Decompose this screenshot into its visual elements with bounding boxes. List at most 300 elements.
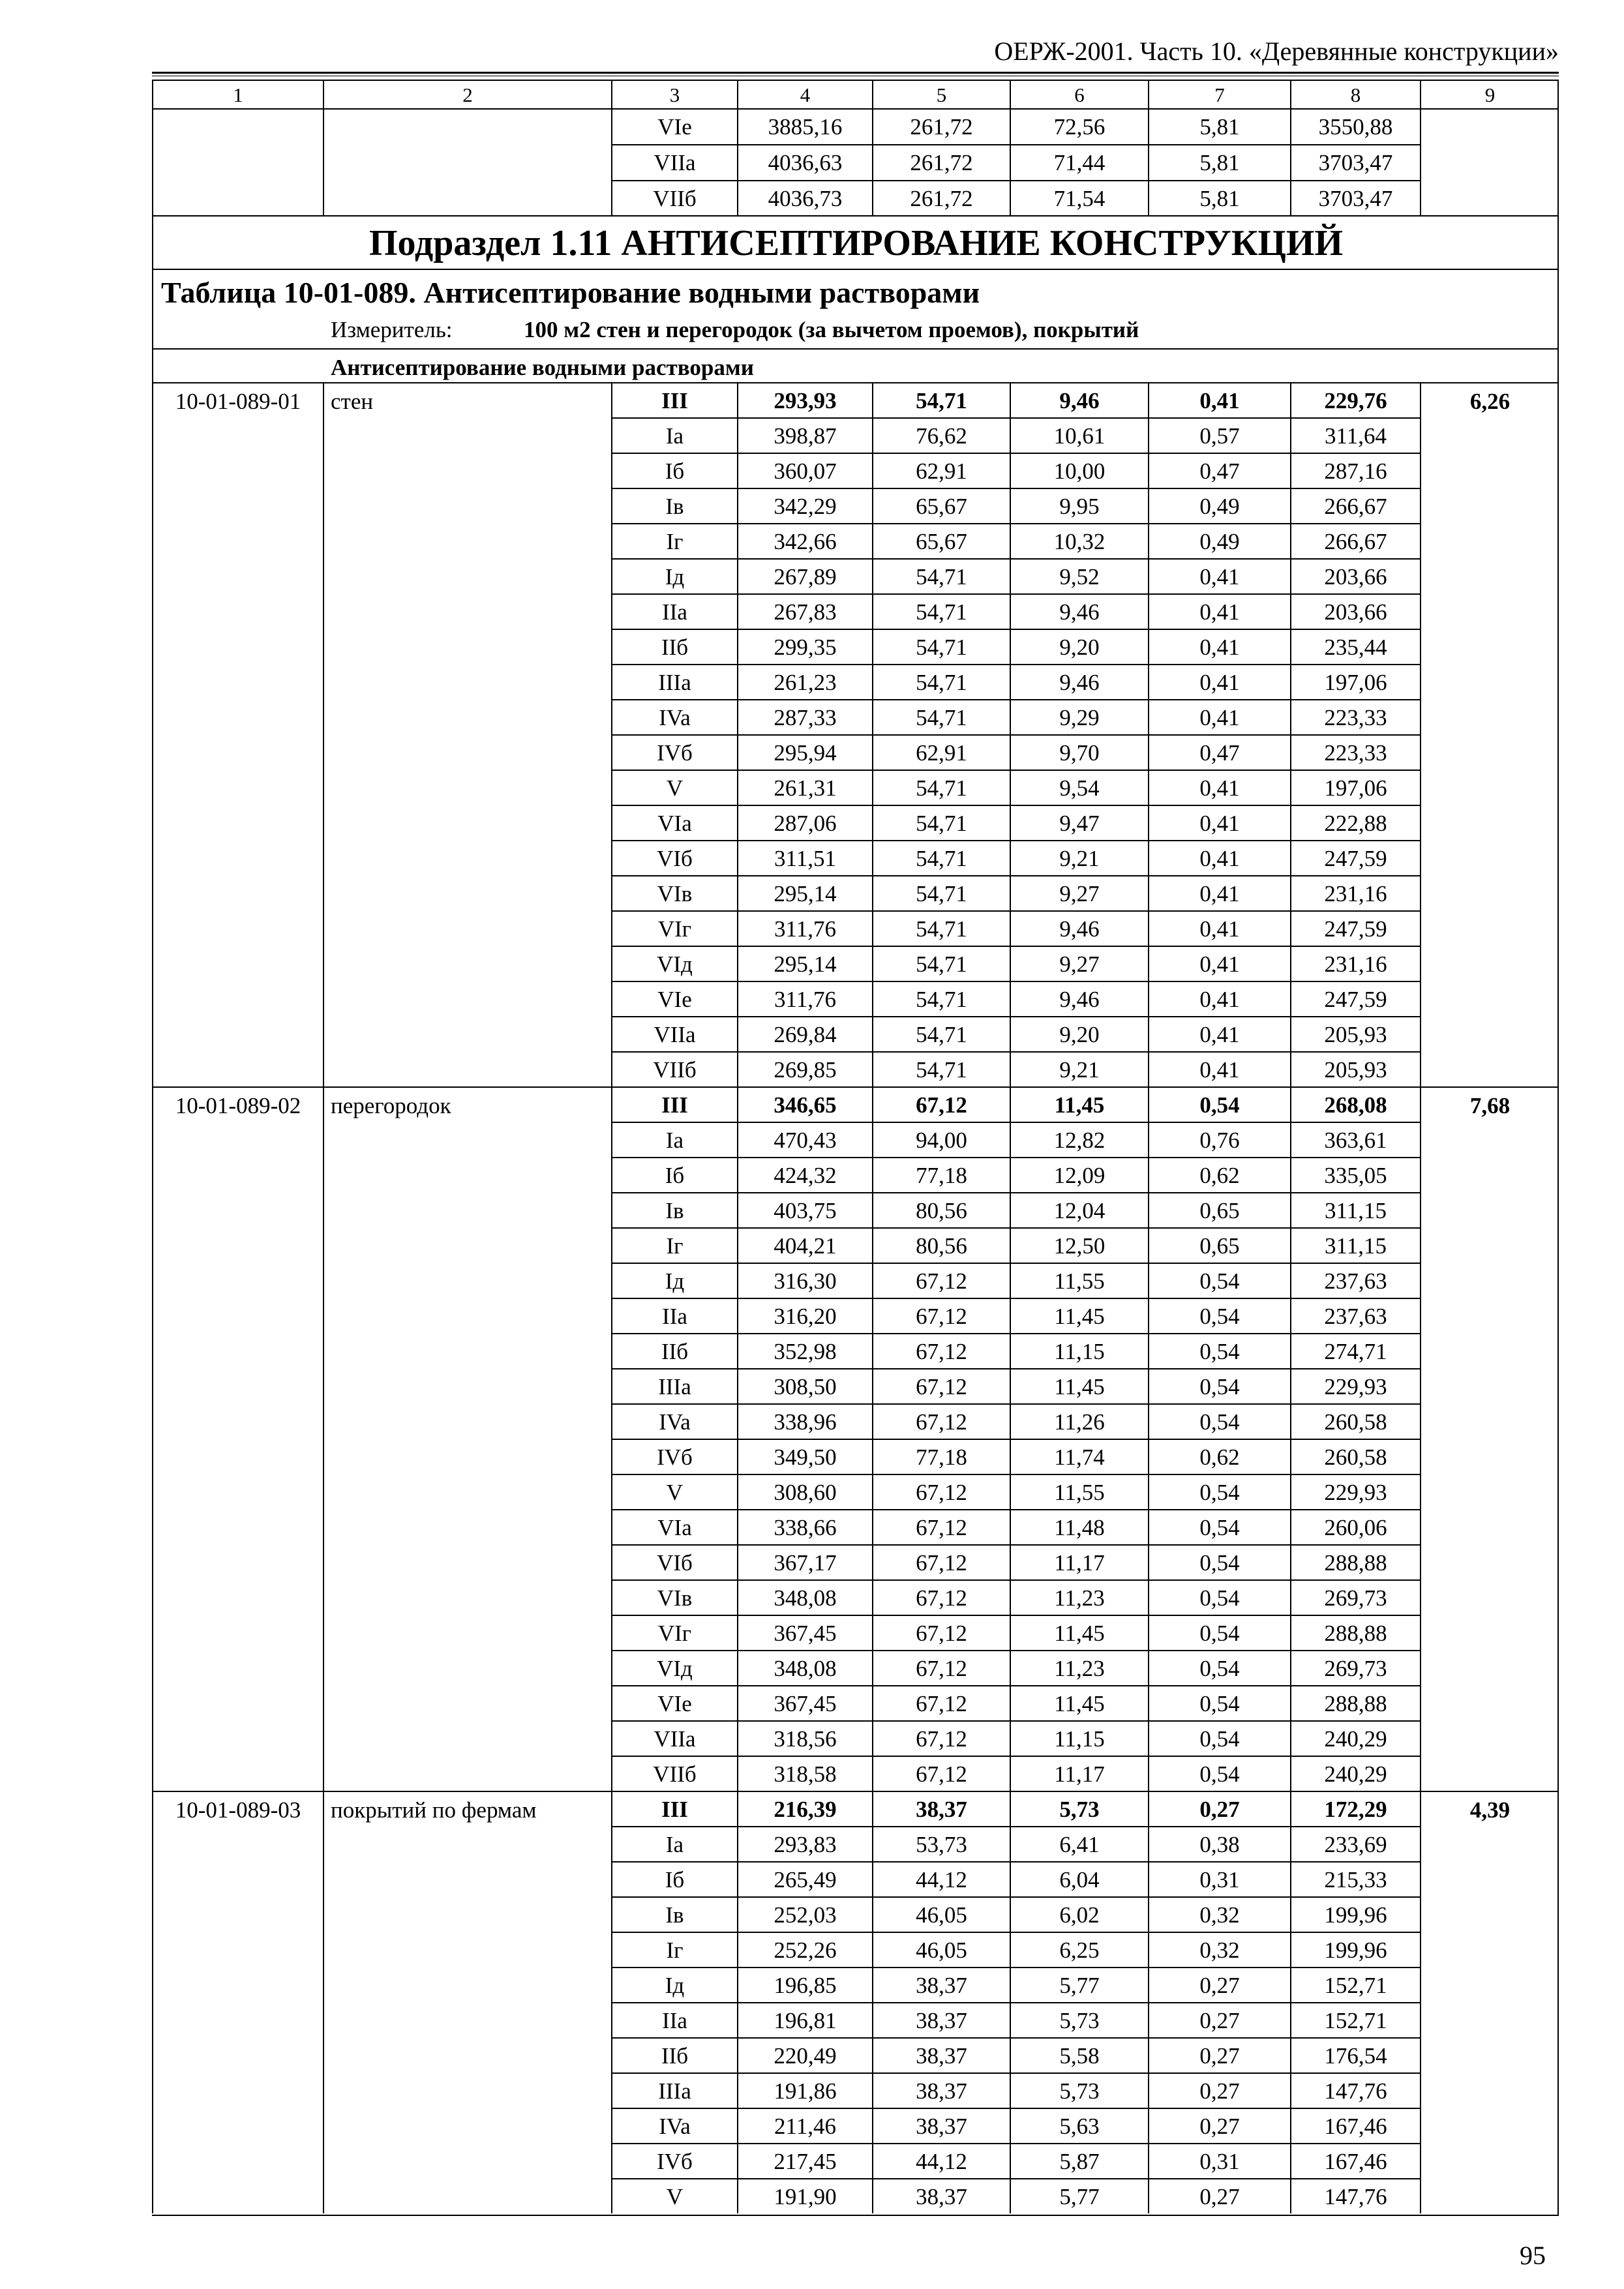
cell-materials: 203,66: [1290, 593, 1420, 629]
cell-materials: 229,93: [1290, 1368, 1420, 1403]
cell-wages: 65,67: [872, 488, 1010, 523]
cell-driver-wages: 0,41: [1148, 910, 1290, 946]
cell-machine-cost: 5,77: [1010, 2178, 1148, 2213]
cell-driver-wages: 0,41: [1148, 840, 1290, 875]
cell-wages: 67,12: [872, 1403, 1010, 1439]
cell-materials: 197,06: [1290, 770, 1420, 805]
cell-driver-wages: 0,41: [1148, 981, 1290, 1016]
cell-machine-cost: 10,61: [1010, 417, 1148, 453]
cell-machine-cost: 9,27: [1010, 875, 1148, 910]
cell-direct-cost: 293,83: [737, 1826, 872, 1861]
cell-region: IVa: [611, 2108, 737, 2143]
cell-materials: 266,67: [1290, 523, 1420, 558]
cell-region: Ia: [611, 417, 737, 453]
cell-machine-cost: 5,73: [1010, 2072, 1148, 2108]
carry-cell-driver-wages: 5,81: [1148, 144, 1290, 180]
cell-region: Iг: [611, 523, 737, 558]
cell-direct-cost: 191,90: [737, 2178, 872, 2213]
cell-driver-wages: 0,62: [1148, 1157, 1290, 1192]
carry-cell-machine-cost: 71,44: [1010, 144, 1148, 180]
cell-machine-cost: 11,55: [1010, 1263, 1148, 1298]
cell-driver-wages: 0,41: [1148, 382, 1290, 417]
position-name: стен: [323, 382, 611, 1086]
cell-direct-cost: 196,81: [737, 2002, 872, 2037]
cell-materials: 260,58: [1290, 1439, 1420, 1474]
cell-direct-cost: 318,56: [737, 1720, 872, 1756]
position-labor: 7,68: [1420, 1086, 1559, 1791]
cell-driver-wages: 0,49: [1148, 488, 1290, 523]
group-title: Антисептирование водными растворами: [331, 355, 754, 380]
cell-machine-cost: 11,45: [1010, 1368, 1148, 1403]
cell-machine-cost: 12,50: [1010, 1227, 1148, 1263]
cell-region: VIг: [611, 910, 737, 946]
cell-materials: 233,69: [1290, 1826, 1420, 1861]
cell-wages: 76,62: [872, 417, 1010, 453]
cell-wages: 54,71: [872, 1051, 1010, 1086]
cell-direct-cost: 211,46: [737, 2108, 872, 2143]
cell-machine-cost: 9,20: [1010, 629, 1148, 664]
cell-direct-cost: 470,43: [737, 1122, 872, 1157]
cell-materials: 205,93: [1290, 1051, 1420, 1086]
cell-machine-cost: 11,15: [1010, 1720, 1148, 1756]
cell-wages: 46,05: [872, 1932, 1010, 1967]
cell-region: VIд: [611, 1650, 737, 1685]
cell-materials: 231,16: [1290, 875, 1420, 910]
cell-materials: 237,63: [1290, 1298, 1420, 1333]
cell-driver-wages: 0,41: [1148, 875, 1290, 910]
cell-region: Iб: [611, 1157, 737, 1192]
cell-machine-cost: 9,52: [1010, 558, 1148, 593]
cell-materials: 269,73: [1290, 1650, 1420, 1685]
cell-wages: 54,71: [872, 770, 1010, 805]
cell-machine-cost: 12,82: [1010, 1122, 1148, 1157]
cell-machine-cost: 11,45: [1010, 1298, 1148, 1333]
cell-direct-cost: 295,14: [737, 946, 872, 981]
position-name: перегородок: [323, 1086, 611, 1791]
cell-direct-cost: 295,14: [737, 875, 872, 910]
cell-machine-cost: 11,15: [1010, 1333, 1148, 1368]
cell-direct-cost: 316,20: [737, 1298, 872, 1333]
cell-direct-cost: 367,45: [737, 1615, 872, 1650]
cell-machine-cost: 9,47: [1010, 805, 1148, 840]
cell-wages: 54,71: [872, 840, 1010, 875]
position-name: покрытий по фермам: [323, 1791, 611, 2213]
position-labor: 4,39: [1420, 1791, 1559, 2213]
cell-direct-cost: 404,21: [737, 1227, 872, 1263]
cell-wages: 67,12: [872, 1086, 1010, 1122]
cell-materials: 311,15: [1290, 1227, 1420, 1263]
cell-driver-wages: 0,41: [1148, 558, 1290, 593]
cell-wages: 80,56: [872, 1192, 1010, 1227]
cell-machine-cost: 5,58: [1010, 2037, 1148, 2072]
cell-region: Ia: [611, 1122, 737, 1157]
cell-materials: 247,59: [1290, 981, 1420, 1016]
cell-driver-wages: 0,54: [1148, 1086, 1290, 1122]
cell-machine-cost: 6,04: [1010, 1861, 1148, 1896]
cell-direct-cost: 349,50: [737, 1439, 872, 1474]
cell-machine-cost: 5,73: [1010, 2002, 1148, 2037]
cell-wages: 54,71: [872, 946, 1010, 981]
cell-region: Iв: [611, 1896, 737, 1932]
column-number-8: 8: [1290, 80, 1420, 108]
cell-driver-wages: 0,54: [1148, 1333, 1290, 1368]
column-number-1: 1: [152, 80, 323, 108]
cell-driver-wages: 0,54: [1148, 1509, 1290, 1544]
cell-driver-wages: 0,54: [1148, 1474, 1290, 1509]
cell-region: IVa: [611, 699, 737, 734]
cell-wages: 46,05: [872, 1896, 1010, 1932]
cell-materials: 231,16: [1290, 946, 1420, 981]
cell-materials: 311,15: [1290, 1192, 1420, 1227]
carry-code-cell: [152, 108, 323, 216]
cell-materials: 260,06: [1290, 1509, 1420, 1544]
cell-wages: 54,71: [872, 805, 1010, 840]
cell-region: IIa: [611, 1298, 737, 1333]
cell-region: IVб: [611, 734, 737, 770]
cell-materials: 147,76: [1290, 2178, 1420, 2213]
cell-machine-cost: 11,48: [1010, 1509, 1148, 1544]
cell-direct-cost: 252,26: [737, 1932, 872, 1967]
cell-wages: 44,12: [872, 1861, 1010, 1896]
column-number-3: 3: [611, 80, 737, 108]
table-title: Таблица 10-01-089. Антисептирование водными растворами: [161, 276, 980, 309]
cell-region: IIa: [611, 2002, 737, 2037]
cell-wages: 67,12: [872, 1474, 1010, 1509]
cell-direct-cost: 299,35: [737, 629, 872, 664]
cell-materials: 223,33: [1290, 734, 1420, 770]
cell-wages: 67,12: [872, 1333, 1010, 1368]
cell-region: IIIa: [611, 664, 737, 699]
cell-direct-cost: 287,33: [737, 699, 872, 734]
cell-driver-wages: 0,41: [1148, 805, 1290, 840]
cell-direct-cost: 352,98: [737, 1333, 872, 1368]
cell-machine-cost: 11,23: [1010, 1650, 1148, 1685]
subsection-title: Подраздел 1.11 АНТИСЕПТИРОВАНИЕ КОНСТРУКЦИЙ: [152, 215, 1559, 270]
cell-materials: 287,16: [1290, 453, 1420, 488]
cell-materials: 269,73: [1290, 1579, 1420, 1615]
carry-cell-region: VIe: [611, 108, 737, 144]
carry-cell-region: VIIб: [611, 180, 737, 216]
cell-region: VIIa: [611, 1720, 737, 1756]
cell-wages: 54,71: [872, 558, 1010, 593]
cell-direct-cost: 269,84: [737, 1016, 872, 1051]
cell-direct-cost: 308,60: [737, 1474, 872, 1509]
cell-driver-wages: 0,31: [1148, 1861, 1290, 1896]
cell-materials: 240,29: [1290, 1756, 1420, 1791]
cell-direct-cost: 398,87: [737, 417, 872, 453]
cell-driver-wages: 0,41: [1148, 770, 1290, 805]
carry-cell-direct-cost: 4036,73: [737, 180, 872, 216]
cell-region: VIд: [611, 946, 737, 981]
cell-direct-cost: 261,23: [737, 664, 872, 699]
cell-direct-cost: 342,29: [737, 488, 872, 523]
cell-materials: 199,96: [1290, 1896, 1420, 1932]
cell-materials: 229,76: [1290, 382, 1420, 417]
cell-wages: 53,73: [872, 1826, 1010, 1861]
cell-materials: 260,58: [1290, 1403, 1420, 1439]
cell-driver-wages: 0,27: [1148, 1967, 1290, 2002]
cell-materials: 247,59: [1290, 910, 1420, 946]
cell-driver-wages: 0,27: [1148, 2178, 1290, 2213]
cell-region: V: [611, 1474, 737, 1509]
cell-machine-cost: 12,09: [1010, 1157, 1148, 1192]
cell-driver-wages: 0,76: [1148, 1122, 1290, 1157]
cell-region: VIв: [611, 875, 737, 910]
position-code: 10-01-089-02: [152, 1086, 323, 1791]
cell-driver-wages: 0,41: [1148, 593, 1290, 629]
cell-machine-cost: 11,26: [1010, 1403, 1148, 1439]
cell-wages: 38,37: [872, 2002, 1010, 2037]
cell-driver-wages: 0,54: [1148, 1685, 1290, 1720]
position-labor: 6,26: [1420, 382, 1559, 1086]
cell-wages: 67,12: [872, 1650, 1010, 1685]
cell-machine-cost: 5,63: [1010, 2108, 1148, 2143]
page-number: 95: [1520, 2241, 1546, 2270]
cell-wages: 38,37: [872, 2037, 1010, 2072]
cell-region: VIIa: [611, 1016, 737, 1051]
cell-driver-wages: 0,54: [1148, 1720, 1290, 1756]
cell-driver-wages: 0,27: [1148, 2108, 1290, 2143]
cell-direct-cost: 348,08: [737, 1650, 872, 1685]
cell-driver-wages: 0,54: [1148, 1263, 1290, 1298]
cell-machine-cost: 11,74: [1010, 1439, 1148, 1474]
cell-machine-cost: 9,46: [1010, 664, 1148, 699]
cell-region: Iг: [611, 1932, 737, 1967]
carry-cell-direct-cost: 3885,16: [737, 108, 872, 144]
cell-machine-cost: 9,46: [1010, 981, 1148, 1016]
carry-labor-cell: [1420, 108, 1559, 216]
cell-machine-cost: 11,17: [1010, 1544, 1148, 1579]
cell-region: VIб: [611, 840, 737, 875]
table-heading: [152, 269, 1559, 350]
cell-direct-cost: 311,51: [737, 840, 872, 875]
column-number-7: 7: [1148, 80, 1290, 108]
cell-driver-wages: 0,62: [1148, 1439, 1290, 1474]
cell-materials: 288,88: [1290, 1685, 1420, 1720]
cell-driver-wages: 0,54: [1148, 1615, 1290, 1650]
cell-machine-cost: 11,45: [1010, 1615, 1148, 1650]
cell-direct-cost: 424,32: [737, 1157, 872, 1192]
cell-wages: 62,91: [872, 453, 1010, 488]
cell-direct-cost: 216,39: [737, 1791, 872, 1826]
cell-wages: 67,12: [872, 1544, 1010, 1579]
cell-materials: 147,76: [1290, 2072, 1420, 2108]
cell-region: VIIб: [611, 1051, 737, 1086]
cell-machine-cost: 5,87: [1010, 2143, 1148, 2178]
carry-cell-machine-cost: 71,54: [1010, 180, 1148, 216]
column-number-6: 6: [1010, 80, 1148, 108]
cell-materials: 167,46: [1290, 2143, 1420, 2178]
carry-cell-machine-cost: 72,56: [1010, 108, 1148, 144]
cell-wages: 54,71: [872, 629, 1010, 664]
unit-value: 100 м2 стен и перегородок (за вычетом проемов), покрытий: [524, 317, 1139, 342]
cell-wages: 67,12: [872, 1298, 1010, 1333]
cell-direct-cost: 367,17: [737, 1544, 872, 1579]
cell-wages: 54,71: [872, 910, 1010, 946]
cell-materials: 215,33: [1290, 1861, 1420, 1896]
cell-materials: 172,29: [1290, 1791, 1420, 1826]
cell-region: VIa: [611, 1509, 737, 1544]
cell-wages: 38,37: [872, 2178, 1010, 2213]
cell-materials: 363,61: [1290, 1122, 1420, 1157]
cell-wages: 54,71: [872, 1016, 1010, 1051]
position-code: 10-01-089-01: [152, 382, 323, 1086]
cell-region: Iб: [611, 1861, 737, 1896]
cell-materials: 223,33: [1290, 699, 1420, 734]
cell-wages: 38,37: [872, 1791, 1010, 1826]
table-right-border: [1557, 80, 1559, 2216]
cell-materials: 152,71: [1290, 1967, 1420, 2002]
cell-driver-wages: 0,27: [1148, 2072, 1290, 2108]
cell-materials: 268,08: [1290, 1086, 1420, 1122]
cell-materials: 229,93: [1290, 1474, 1420, 1509]
cell-region: VIa: [611, 805, 737, 840]
cell-driver-wages: 0,54: [1148, 1544, 1290, 1579]
cell-driver-wages: 0,41: [1148, 664, 1290, 699]
cell-wages: 77,18: [872, 1439, 1010, 1474]
cell-direct-cost: 267,83: [737, 593, 872, 629]
cell-wages: 44,12: [872, 2143, 1010, 2178]
cell-machine-cost: 10,00: [1010, 453, 1148, 488]
cell-region: III: [611, 1086, 737, 1122]
cell-region: IVб: [611, 1439, 737, 1474]
cell-materials: 311,64: [1290, 417, 1420, 453]
cell-direct-cost: 220,49: [737, 2037, 872, 2072]
cell-driver-wages: 0,41: [1148, 1051, 1290, 1086]
cell-direct-cost: 287,06: [737, 805, 872, 840]
cell-materials: 247,59: [1290, 840, 1420, 875]
cell-region: V: [611, 2178, 737, 2213]
cell-machine-cost: 9,20: [1010, 1016, 1148, 1051]
cell-wages: 38,37: [872, 2072, 1010, 2108]
cell-driver-wages: 0,32: [1148, 1932, 1290, 1967]
cell-direct-cost: 316,30: [737, 1263, 872, 1298]
cell-driver-wages: 0,38: [1148, 1826, 1290, 1861]
cell-region: IIIa: [611, 2072, 737, 2108]
cell-wages: 94,00: [872, 1122, 1010, 1157]
cell-region: Iд: [611, 1263, 737, 1298]
unit-label: Измеритель:: [331, 317, 453, 342]
cell-wages: 54,71: [872, 382, 1010, 417]
carry-cell-region: VIIa: [611, 144, 737, 180]
cell-direct-cost: 367,45: [737, 1685, 872, 1720]
cell-driver-wages: 0,41: [1148, 1016, 1290, 1051]
cell-driver-wages: 0,65: [1148, 1192, 1290, 1227]
cell-driver-wages: 0,54: [1148, 1579, 1290, 1615]
cell-machine-cost: 9,95: [1010, 488, 1148, 523]
cell-materials: 199,96: [1290, 1932, 1420, 1967]
cell-region: Iв: [611, 488, 737, 523]
table-bottom-border: [152, 2215, 1559, 2216]
cell-machine-cost: 5,77: [1010, 1967, 1148, 2002]
cell-region: IIa: [611, 593, 737, 629]
column-number-9: 9: [1420, 80, 1559, 108]
cell-region: VIe: [611, 981, 737, 1016]
cell-machine-cost: 9,54: [1010, 770, 1148, 805]
cell-wages: 54,71: [872, 981, 1010, 1016]
cell-driver-wages: 0,54: [1148, 1403, 1290, 1439]
cell-machine-cost: 9,46: [1010, 910, 1148, 946]
cell-materials: 222,88: [1290, 805, 1420, 840]
cell-direct-cost: 265,49: [737, 1861, 872, 1896]
cell-direct-cost: 318,58: [737, 1756, 872, 1791]
cell-direct-cost: 269,85: [737, 1051, 872, 1086]
carry-cell-wages: 261,72: [872, 108, 1010, 144]
cell-wages: 67,12: [872, 1579, 1010, 1615]
cell-wages: 54,71: [872, 593, 1010, 629]
cell-machine-cost: 12,04: [1010, 1192, 1148, 1227]
cell-driver-wages: 0,41: [1148, 629, 1290, 664]
carry-cell-materials: 3703,47: [1290, 144, 1420, 180]
cell-machine-cost: 11,45: [1010, 1685, 1148, 1720]
cell-direct-cost: 348,08: [737, 1579, 872, 1615]
cell-driver-wages: 0,41: [1148, 699, 1290, 734]
cell-direct-cost: 295,94: [737, 734, 872, 770]
cell-driver-wages: 0,27: [1148, 2002, 1290, 2037]
cell-direct-cost: 342,66: [737, 523, 872, 558]
cell-direct-cost: 261,31: [737, 770, 872, 805]
position-code: 10-01-089-03: [152, 1791, 323, 2213]
cell-region: VIг: [611, 1615, 737, 1650]
cell-driver-wages: 0,27: [1148, 1791, 1290, 1826]
carry-cell-wages: 261,72: [872, 144, 1010, 180]
carry-cell-materials: 3550,88: [1290, 108, 1420, 144]
cell-materials: 274,71: [1290, 1333, 1420, 1368]
cell-driver-wages: 0,54: [1148, 1650, 1290, 1685]
cell-materials: 203,66: [1290, 558, 1420, 593]
cell-wages: 67,12: [872, 1615, 1010, 1650]
cell-machine-cost: 6,02: [1010, 1896, 1148, 1932]
cell-driver-wages: 0,57: [1148, 417, 1290, 453]
cell-machine-cost: 9,27: [1010, 946, 1148, 981]
cell-direct-cost: 196,85: [737, 1967, 872, 2002]
cell-driver-wages: 0,54: [1148, 1368, 1290, 1403]
cell-driver-wages: 0,54: [1148, 1756, 1290, 1791]
cell-region: IIIa: [611, 1368, 737, 1403]
column-number-4: 4: [737, 80, 872, 108]
cell-driver-wages: 0,47: [1148, 453, 1290, 488]
cell-wages: 54,71: [872, 699, 1010, 734]
cell-region: IVa: [611, 1403, 737, 1439]
cell-driver-wages: 0,41: [1148, 946, 1290, 981]
cell-materials: 288,88: [1290, 1544, 1420, 1579]
carry-cell-wages: 261,72: [872, 180, 1010, 216]
cell-machine-cost: 11,17: [1010, 1756, 1148, 1791]
cell-direct-cost: 360,07: [737, 453, 872, 488]
carry-cell-materials: 3703,47: [1290, 180, 1420, 216]
cell-region: Iв: [611, 1192, 737, 1227]
cell-direct-cost: 217,45: [737, 2143, 872, 2178]
carry-cell-direct-cost: 4036,63: [737, 144, 872, 180]
cell-direct-cost: 338,96: [737, 1403, 872, 1439]
cell-materials: 288,88: [1290, 1615, 1420, 1650]
cell-wages: 67,12: [872, 1685, 1010, 1720]
cell-machine-cost: 9,21: [1010, 840, 1148, 875]
cell-direct-cost: 346,65: [737, 1086, 872, 1122]
cell-machine-cost: 9,46: [1010, 593, 1148, 629]
cell-direct-cost: 252,03: [737, 1896, 872, 1932]
carry-cell-driver-wages: 5,81: [1148, 108, 1290, 144]
cell-machine-cost: 6,41: [1010, 1826, 1148, 1861]
cell-machine-cost: 11,55: [1010, 1474, 1148, 1509]
cell-wages: 54,71: [872, 875, 1010, 910]
cell-materials: 266,67: [1290, 488, 1420, 523]
cell-wages: 67,12: [872, 1720, 1010, 1756]
cell-machine-cost: 9,21: [1010, 1051, 1148, 1086]
cell-wages: 65,67: [872, 523, 1010, 558]
cell-machine-cost: 11,23: [1010, 1579, 1148, 1615]
cell-direct-cost: 293,93: [737, 382, 872, 417]
